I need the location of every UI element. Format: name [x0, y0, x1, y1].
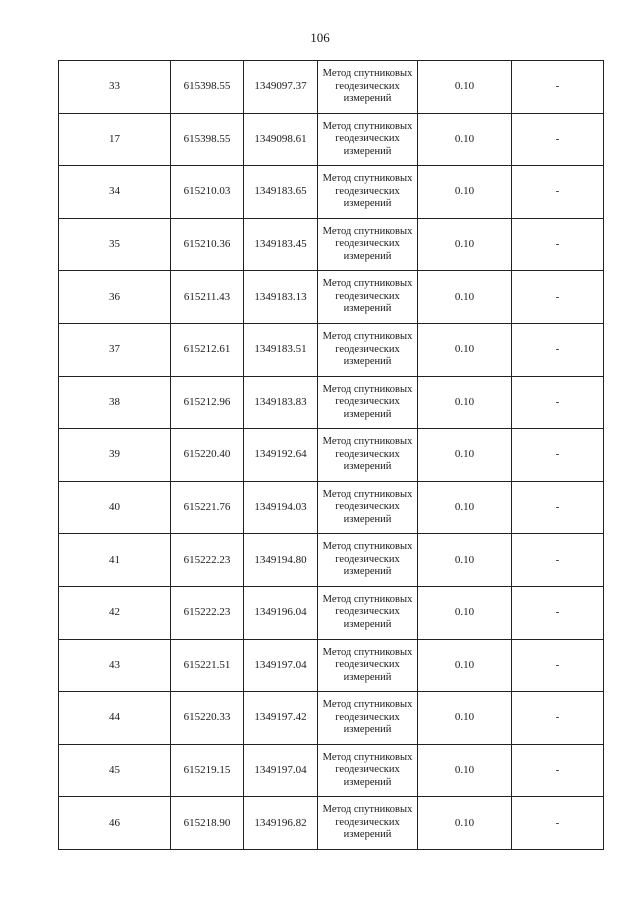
note-cell: -: [512, 639, 604, 692]
table-row: [59, 323, 604, 376]
x-coordinate-cell: 615210.36: [171, 218, 244, 271]
y-coordinate-cell: 1349183.83: [244, 376, 318, 429]
point-number-cell: 37: [59, 323, 171, 376]
method-cell: Метод спутниковых геодезических измерений: [318, 323, 418, 376]
method-cell: Метод спутниковых геодезических измерений: [318, 534, 418, 587]
point-number-cell: 40: [59, 481, 171, 534]
note-cell: -: [512, 323, 604, 376]
x-coordinate-cell: 615222.23: [171, 586, 244, 639]
point-number-cell: 34: [59, 166, 171, 219]
note-cell: -: [512, 376, 604, 429]
x-coordinate-cell: 615211.43: [171, 271, 244, 324]
point-number-cell: 42: [59, 586, 171, 639]
x-coordinate-cell: 615221.51: [171, 639, 244, 692]
table-row: [59, 429, 604, 482]
note-cell: -: [512, 61, 604, 114]
note-cell: -: [512, 744, 604, 797]
x-coordinate-cell: 615220.33: [171, 692, 244, 745]
table-row: [59, 61, 604, 114]
point-number-cell: 38: [59, 376, 171, 429]
note-cell: -: [512, 586, 604, 639]
table-row: [59, 534, 604, 587]
table-row: [59, 481, 604, 534]
y-coordinate-cell: 1349197.42: [244, 692, 318, 745]
accuracy-cell: 0.10: [418, 166, 512, 219]
accuracy-cell: 0.10: [418, 376, 512, 429]
table-row: [59, 586, 604, 639]
point-number-cell: 35: [59, 218, 171, 271]
point-number-cell: 17: [59, 113, 171, 166]
table-row: [59, 113, 604, 166]
method-cell: Метод спутниковых геодезических измерений: [318, 586, 418, 639]
accuracy-cell: 0.10: [418, 586, 512, 639]
table-row: [59, 639, 604, 692]
x-coordinate-cell: 615398.55: [171, 61, 244, 114]
accuracy-cell: 0.10: [418, 744, 512, 797]
page-number: 106: [310, 30, 330, 45]
note-cell: -: [512, 218, 604, 271]
method-cell: Метод спутниковых геодезических измерений: [318, 113, 418, 166]
table-row: [59, 218, 604, 271]
method-cell: Метод спутниковых геодезических измерений: [318, 692, 418, 745]
method-cell: Метод спутниковых геодезических измерений: [318, 744, 418, 797]
coordinates-table-body: [59, 61, 604, 850]
accuracy-cell: 0.10: [418, 429, 512, 482]
x-coordinate-cell: 615212.61: [171, 323, 244, 376]
x-coordinate-cell: 615218.90: [171, 797, 244, 850]
note-cell: -: [512, 692, 604, 745]
y-coordinate-cell: 1349183.65: [244, 166, 318, 219]
point-number-cell: 36: [59, 271, 171, 324]
point-number-cell: 39: [59, 429, 171, 482]
y-coordinate-cell: 1349183.13: [244, 271, 318, 324]
x-coordinate-cell: 615222.23: [171, 534, 244, 587]
x-coordinate-cell: 615220.40: [171, 429, 244, 482]
y-coordinate-cell: 1349097.37: [244, 61, 318, 114]
accuracy-cell: 0.10: [418, 534, 512, 587]
point-number-cell: 43: [59, 639, 171, 692]
note-cell: -: [512, 429, 604, 482]
x-coordinate-cell: 615221.76: [171, 481, 244, 534]
method-cell: Метод спутниковых геодезических измерений: [318, 166, 418, 219]
accuracy-cell: 0.10: [418, 218, 512, 271]
method-cell: Метод спутниковых геодезических измерений: [318, 271, 418, 324]
point-number-cell: 33: [59, 61, 171, 114]
point-number-cell: 41: [59, 534, 171, 587]
point-number-cell: 45: [59, 744, 171, 797]
y-coordinate-cell: 1349192.64: [244, 429, 318, 482]
y-coordinate-cell: 1349183.51: [244, 323, 318, 376]
x-coordinate-cell: 615219.15: [171, 744, 244, 797]
y-coordinate-cell: 1349197.04: [244, 639, 318, 692]
accuracy-cell: 0.10: [418, 481, 512, 534]
accuracy-cell: 0.10: [418, 797, 512, 850]
y-coordinate-cell: 1349196.82: [244, 797, 318, 850]
note-cell: -: [512, 113, 604, 166]
point-number-cell: 44: [59, 692, 171, 745]
table-row: [59, 744, 604, 797]
x-coordinate-cell: 615210.03: [171, 166, 244, 219]
method-cell: Метод спутниковых геодезических измерений: [318, 797, 418, 850]
note-cell: -: [512, 797, 604, 850]
note-cell: -: [512, 166, 604, 219]
method-cell: Метод спутниковых геодезических измерений: [318, 218, 418, 271]
table-row: [59, 271, 604, 324]
table-row: [59, 797, 604, 850]
x-coordinate-cell: 615212.96: [171, 376, 244, 429]
y-coordinate-cell: 1349183.45: [244, 218, 318, 271]
method-cell: Метод спутниковых геодезических измерений: [318, 639, 418, 692]
point-number-cell: 46: [59, 797, 171, 850]
note-cell: -: [512, 271, 604, 324]
table-row: [59, 376, 604, 429]
note-cell: -: [512, 534, 604, 587]
table-row: [59, 166, 604, 219]
y-coordinate-cell: 1349194.03: [244, 481, 318, 534]
accuracy-cell: 0.10: [418, 323, 512, 376]
y-coordinate-cell: 1349197.04: [244, 744, 318, 797]
coordinates-table: [58, 60, 604, 850]
y-coordinate-cell: 1349194.80: [244, 534, 318, 587]
table-row: [59, 692, 604, 745]
accuracy-cell: 0.10: [418, 692, 512, 745]
y-coordinate-cell: 1349196.04: [244, 586, 318, 639]
note-cell: -: [512, 481, 604, 534]
method-cell: Метод спутниковых геодезических измерений: [318, 429, 418, 482]
accuracy-cell: 0.10: [418, 639, 512, 692]
y-coordinate-cell: 1349098.61: [244, 113, 318, 166]
x-coordinate-cell: 615398.55: [171, 113, 244, 166]
method-cell: Метод спутниковых геодезических измерений: [318, 376, 418, 429]
accuracy-cell: 0.10: [418, 271, 512, 324]
method-cell: Метод спутниковых геодезических измерений: [318, 61, 418, 114]
accuracy-cell: 0.10: [418, 113, 512, 166]
method-cell: Метод спутниковых геодезических измерений: [318, 481, 418, 534]
accuracy-cell: 0.10: [418, 61, 512, 114]
